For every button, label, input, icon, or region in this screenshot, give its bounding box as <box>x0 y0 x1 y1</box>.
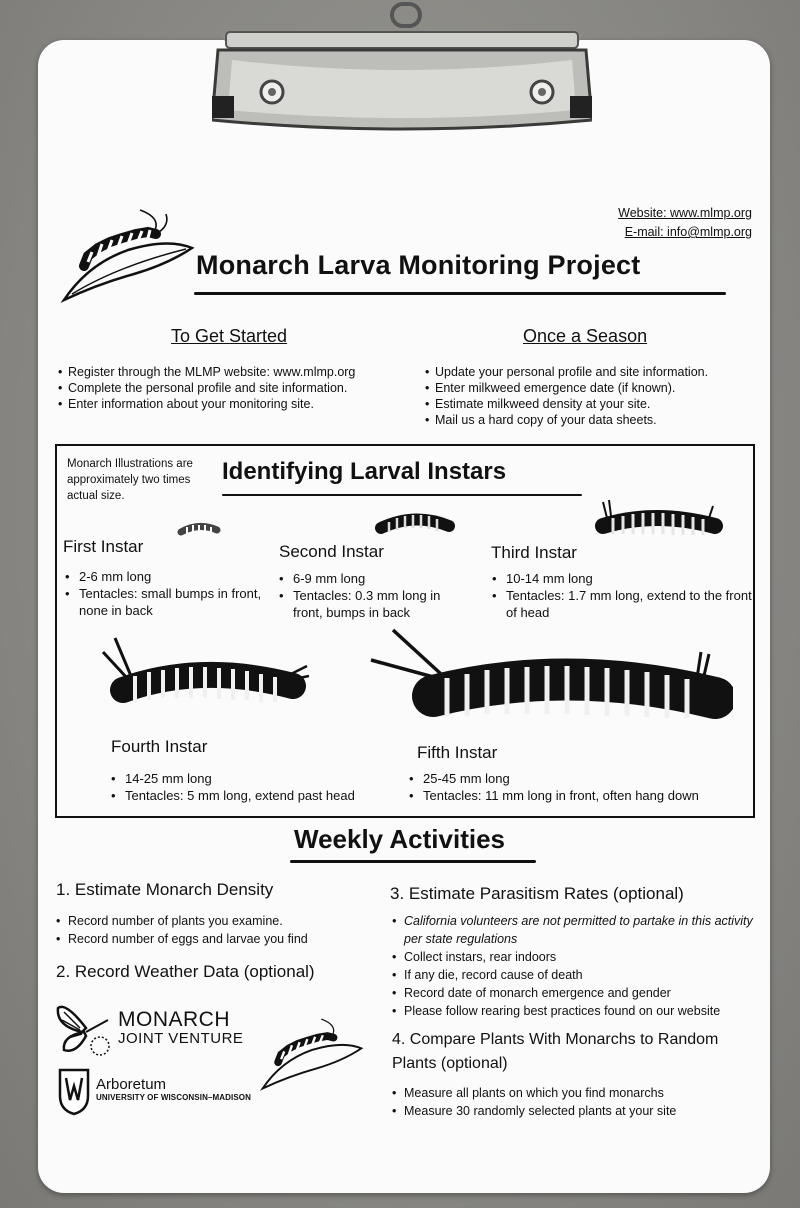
list-item: • Tentacles: 0.3 mm long in front, bumps in back <box>279 587 469 621</box>
contact-info <box>618 204 752 242</box>
monarch-butterfly-logo <box>56 1002 118 1058</box>
first-instar-illustration <box>177 522 221 538</box>
list-item: • California volunteers are not permitted to partake in this activity per state regulations <box>392 912 762 948</box>
fourth-instar-illustration <box>101 632 311 722</box>
list-item: • Tentacles: 11 mm long in front, often hang down <box>409 787 749 804</box>
title-underline <box>194 292 726 295</box>
list-item: • Collect instars, rear indoors <box>392 948 762 966</box>
list-item: • If any die, record cause of death <box>392 966 762 984</box>
arboretum-name: Arboretum <box>96 1076 167 1093</box>
once-season-heading: Once a Season <box>523 326 648 346</box>
list-item: • Tentacles: 1.7 mm long, extend to the front of head <box>492 587 754 621</box>
email-link[interactable]: E-mail: info@mlmp.org <box>624 225 752 239</box>
activity-4-heading: 4. Compare Plants With Monarchs to Random Plants (optional) <box>392 1031 719 1072</box>
once-season-list <box>425 364 755 428</box>
list-item: • Record number of plants you examine. <box>56 912 376 930</box>
activity-2-heading: 2. Record Weather Data (optional) <box>56 962 315 981</box>
fifth-instar-illustration <box>367 626 733 738</box>
list-item: • Complete the personal profile and site information. <box>58 380 408 396</box>
list-item: • 14-25 mm long <box>111 770 411 787</box>
first-instar-details <box>65 568 265 619</box>
first-instar-label: First Instar <box>63 537 144 556</box>
list-item: • Please follow rearing best practices found on our website <box>392 1002 762 1020</box>
instars-panel <box>55 444 755 818</box>
fifth-instar-details <box>409 770 749 804</box>
weekly-activities-title: Weekly Activities <box>294 824 505 854</box>
activity-1-heading: 1. Estimate Monarch Density <box>56 880 274 899</box>
third-instar-details <box>492 570 754 621</box>
third-instar-label: Third Instar <box>491 543 577 562</box>
get-started-list <box>58 364 408 412</box>
list-item: • Measure 30 randomly selected plants at your site <box>392 1102 752 1120</box>
caterpillar-on-leaf-illustration <box>58 204 198 304</box>
uw-crest-icon <box>58 1066 90 1116</box>
page-title: Monarch Larva Monitoring Project <box>196 250 641 280</box>
website-link[interactable]: Website: www.mlmp.org <box>618 206 752 220</box>
list-item: • Tentacles: 5 mm long, extend past head <box>111 787 411 804</box>
arboretum-logo <box>96 1076 251 1102</box>
second-instar-illustration <box>375 508 455 536</box>
instars-title-underline <box>222 494 582 496</box>
list-item: • 6-9 mm long <box>279 570 469 587</box>
activity-1-list <box>56 912 376 948</box>
list-item: • Update your personal profile and site information. <box>425 364 755 380</box>
list-item: • Enter information about your monitoring site. <box>58 396 408 412</box>
caterpillar-on-leaf-illustration-small <box>258 1012 366 1094</box>
list-item: • Measure all plants on which you find monarchs <box>392 1084 752 1102</box>
list-item: • Estimate milkweed density at your site. <box>425 396 755 412</box>
list-item: • Mail us a hard copy of your data sheets. <box>425 412 755 428</box>
fourth-instar-details <box>111 770 411 804</box>
list-item: • 2-6 mm long <box>65 568 265 585</box>
instars-title: Identifying Larval Instars <box>222 458 507 485</box>
list-item: • Record date of monarch emergence and gender <box>392 984 762 1002</box>
list-item: • Enter milkweed emergence date (if known). <box>425 380 755 396</box>
second-instar-label: Second Instar <box>279 542 384 561</box>
list-item: • Register through the MLMP website: www.mlmp.org <box>58 364 408 380</box>
second-instar-details <box>279 570 469 621</box>
list-item: • 10-14 mm long <box>492 570 754 587</box>
list-item: • Record number of eggs and larvae you find <box>56 930 376 948</box>
activity-3-heading: 3. Estimate Parasitism Rates (optional) <box>390 884 684 903</box>
fifth-instar-label: Fifth Instar <box>417 743 498 762</box>
list-item: • Tentacles: small bumps in front, none in back <box>65 585 265 619</box>
mjv-line-2: JOINT VENTURE <box>118 1030 244 1047</box>
activity-3-list <box>392 912 762 1020</box>
third-instar-illustration <box>595 498 725 546</box>
list-item: • 25-45 mm long <box>409 770 749 787</box>
illustration-size-note: Monarch Illustrations are approximately two times actual size. <box>67 458 193 502</box>
fourth-instar-label: Fourth Instar <box>111 737 208 756</box>
clipboard-clip <box>212 0 592 132</box>
mjv-line-1: MONARCH <box>118 1008 230 1031</box>
monarch-joint-venture-logo <box>118 1010 243 1048</box>
university-name: UNIVERSITY OF WISCONSIN–MADISON <box>96 1093 251 1102</box>
activity-4-list <box>392 1084 752 1120</box>
get-started-heading: To Get Started <box>171 326 288 346</box>
weekly-title-underline <box>290 860 536 863</box>
